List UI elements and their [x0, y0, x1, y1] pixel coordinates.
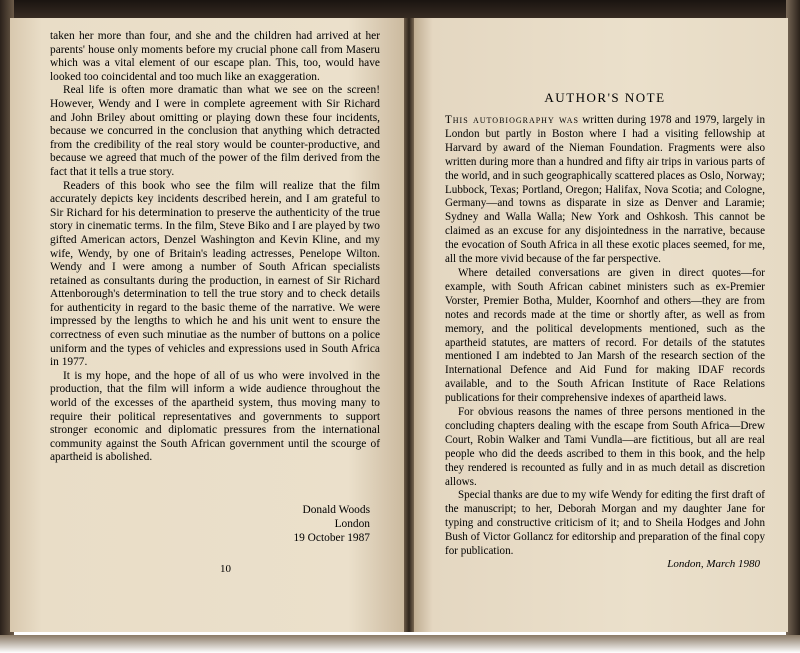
- book-gutter: [404, 18, 414, 632]
- right-paragraph-1-text: written during 1978 and 1979, largely in London but partly in Boston where I had a visiting fellowship at Harvard by award of the Nieman Foundation. Fragments were also written during more than a hundred and fifty air trips in various parts of the world, and in such geographically scattered places as Oslo, Norway; Lubbock, Texas; Portland, Oregon; Halifax, Nova Scotia; and Cologne, Germany—and towns as disparate in size as Denver and Laramie; Sydney and Walla Walla; New York and Oshkosh. This cannot be claimed as an excuse for any disjointedness in the narrative, because the evocation of South Africa in all these exotic places seemed, for me, all the more vivid because of the far perspective.: [445, 114, 765, 266]
- lead-in: This autobiography was: [445, 114, 579, 126]
- right-paragraph-2: Where detailed conversations are given in direct quotes—for example, with South African cabinet ministers such as ex-Premier Vorster, Premier Botha, Mulder, Koornhof and others—they are from notes and records made at the time or shortly after, as well as from memory, and the political developments mentioned, such as the apartheid statutes, are matters of record. For details of the statutes mentioned I am indebted to Jan Marsh of the research section of the International Defence and Aid Fund for making IDAF records available, and to the South African Institute of Race Relations publications for their comprehensive indexes of apartheid laws.: [445, 266, 765, 405]
- scan-top-edge: [0, 0, 800, 20]
- right-paragraph-4: Special thanks are due to my wife Wendy for editing the first draft of the manuscript; to her, Deborah Morgan and my daughter Jane for typing and constructive criticism of it; and to Sheila Hodges and John Bush of Victor Gollancz for editorship and preparation of the final copy for publication.: [445, 489, 765, 558]
- signature-place: London: [334, 518, 370, 530]
- left-paragraph-3: Readers of this book who see the film will realize that the film accurately depicts key incidents described herein, and I am grateful to Sir Richard for his determination to preserve the authenticity of the true story in cinematic terms. In the film, Steve Biko and I are played by two gifted American actors, Denzel Washington and Kevin Kline, and my wife, Wendy, by one of Britain's leading actresses, Penelope Wilton. Wendy and I were among a number of South African specialists retained as consultants during the production, in earnest of Sir Richard Attenborough's determination to tell the true story and to check details for authenticity in regard to the basic theme of the narrative. We were impressed by the lengths to which he and his unit went to ensure the correctness of even such minutiae as the number of buttons on a police uniform and the types of vehicles and expressions used in South Africa in 1977.: [50, 179, 380, 369]
- dateline: London, March 1980: [667, 558, 760, 570]
- scan-right-edge: [786, 0, 800, 653]
- left-paragraph-2: Real life is often more dramatic than what we see on the screen! However, Wendy and I were in complete agreement with Sir Richard and John Briley about omitting or playing down these four incidents, because we concurred in the conclusion that anything which detracted from the credibility of the real story would be counter-productive, and because we agreed that much of the power of the film derived from the fact that it tells a true story.: [50, 84, 380, 178]
- right-page-body: [445, 114, 765, 559]
- page-number: 10: [220, 563, 231, 575]
- scan-bottom-edge: [0, 635, 800, 653]
- right-paragraph-1: [445, 114, 765, 267]
- page-title: AUTHOR'S NOTE: [544, 90, 666, 105]
- signature-date: 19 October 1987: [293, 532, 370, 544]
- left-page-body: [50, 30, 380, 465]
- right-paragraph-3: For obvious reasons the names of three persons mentioned in the concluding chapters dealing with the escape from South Africa—Drew Court, Robin Walker and Tami Vundla—are fictitious, but all are real people who did the deeds ascribed to them in this book, and the help they rendered is recounted as fully and in as much detail as discretion allows.: [445, 406, 765, 488]
- foreword-signature: [250, 503, 370, 545]
- left-paragraph-4: It is my hope, and the hope of all of us who were involved in the production, that the film will inform a wide audience throughout the world of the excesses of the apartheid system, thus moving many to require their political representatives and governments to support stronger economic and diplomatic pressures from the international community against the South African government until the scourge of apartheid is abolished.: [50, 369, 380, 464]
- signature-name: Donald Woods: [302, 504, 370, 516]
- left-paragraph-1: taken her more than four, and she and the children had arrived at her parents' house only moments before my crucial phone call from Maseru which was a vital element of our escape plan. This, too, would have looked too coincidental and too much like an exaggeration.: [50, 30, 380, 83]
